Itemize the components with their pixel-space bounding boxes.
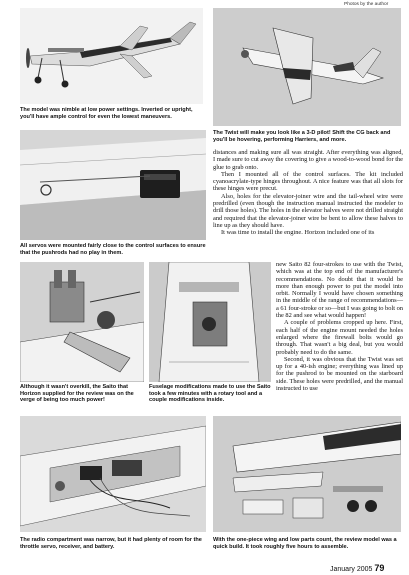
caption-fuselage-mods: Fuselage modifications made to use the Saito took a few minutes with a rotary tool and a couple modifications inside. [149, 384, 271, 404]
article-column-right [276, 261, 403, 392]
radio-compartment-illustration [20, 416, 206, 532]
article-column-top [213, 149, 403, 237]
article-paragraph: Second, it was obvious that the Twist was set up for a 40-ish engine; everything was lined up for the pushrod to be mounted on the starboard side. These holes were predrilled, and the manual instructed to use [276, 355, 403, 393]
caption-build: With the one-piece wing and low parts count, the review model was a quick build. It took roughly five hours to assemble. [213, 537, 397, 550]
article-paragraph: Then I mounted all of the control surfaces. The kit included cyanoacrylate-type hinges throughout. A nice feature was that all slots for these hinges were precut. [213, 170, 403, 193]
photo-plane-flight-low [20, 8, 203, 104]
article-paragraph: It was time to install the engine. Horizon included one of its [221, 229, 375, 237]
photo-engine [20, 262, 144, 382]
caption-radio: The radio compartment was narrow, but it had plenty of room for the throttle servo, receiver, and battery. [20, 537, 202, 550]
caption-servos: All servos were mounted fairly close to the control surfaces to ensure that the pushrods had no play in them. [20, 243, 206, 256]
servo-illustration [20, 130, 206, 240]
photo-servo [20, 130, 206, 240]
photo-radio-compartment [20, 416, 206, 532]
article-paragraph: distances and making sure all was straight. After everything was aligned, I made sure to cut away the covering to give a wood-to-wood bond for the glue to grab onto. [213, 149, 403, 171]
photo-plane-3d [213, 8, 401, 126]
caption-3d-pilot: The Twist will make you look like a 3-D pilot! Shift the CG back and you'll be hovering, performing Harriers, and more. [213, 130, 391, 143]
article-paragraph: new Saito 82 four-strokes to use with the Twist, which was at the top end of the manufacturer's recommendations. No doubt that it would be more than enough power to put the model into orbit. Normally I would have chosen something in the middle of the range of recommendations—a 61 four-stroke or so—but I was going to bolt on the 82 and see what would happen! [276, 261, 403, 320]
article-paragraph: Also, holes for the elevator-joiner wire and the tail-wheel wire were predrilled (even though the instruction manual instructed the modeler to drill those holes). The holes in the elevator halves were not drilled straight and required that the elevator-joiner wire be bent to allow these halves to line up as they should have. [213, 192, 403, 229]
caption-nimble: The model was nimble at low power settings. Inverted or upright, you'll have ample control for even the lowest maneuvers. [20, 107, 193, 120]
page-number: 79 [374, 563, 385, 573]
plane-3d-illustration [213, 8, 401, 126]
photo-credit: Photos by the author [344, 2, 389, 7]
photo-parts-layout [213, 416, 401, 532]
fuselage-illustration [149, 262, 271, 382]
caption-saito: Although it wasn't overkill, the Saito that Horizon supplied for the review was on the verge of being too much power! [20, 384, 134, 404]
article-paragraph: A couple of problems cropped up here. First, each half of the engine mount needed the holes enlarged where the firewall bolts would go through. That wasn't a big deal, but you would probably need to do the same. [276, 319, 403, 356]
photo-fuselage [149, 262, 271, 382]
parts-illustration [213, 416, 401, 532]
page-footer [330, 563, 384, 573]
plane-illustration [20, 8, 203, 104]
issue-date: January 2005 [330, 566, 373, 573]
engine-illustration [20, 262, 144, 382]
